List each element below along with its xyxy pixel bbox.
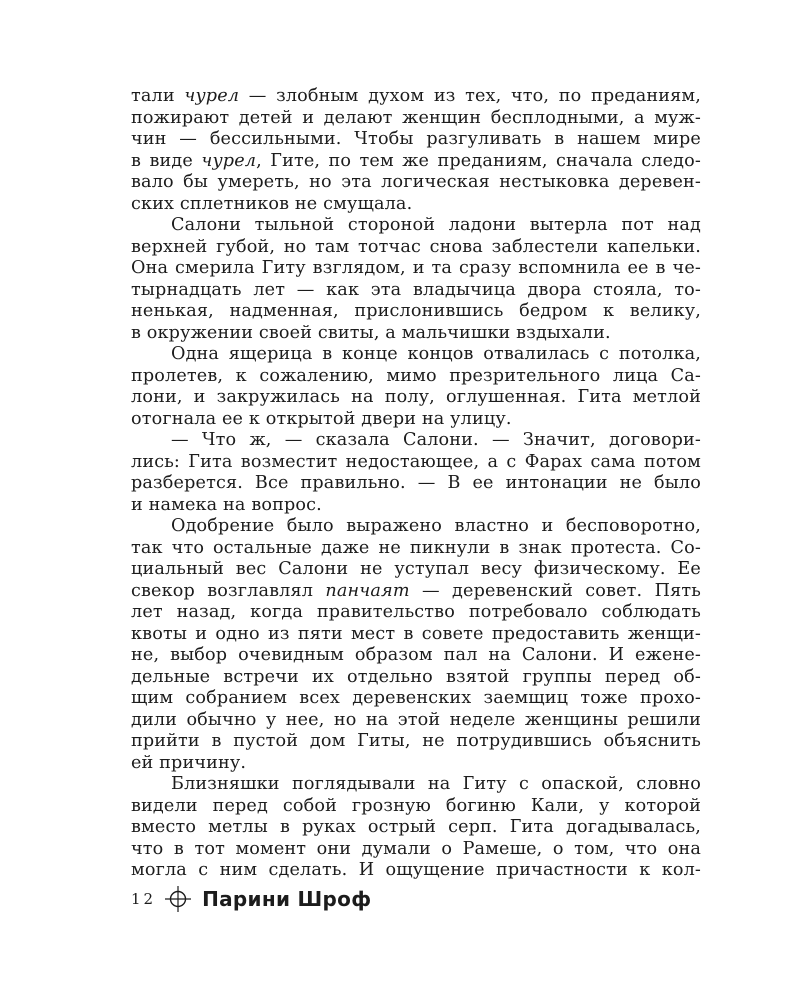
text-line: видели перед собой грозную богиню Кали, у которой [131,795,701,816]
author-name: Парини Шроф [202,887,372,911]
text-line: не, выбор очевидным образом пал на Салони. И еженe- [131,645,701,665]
text-line: лони, и закружилась на полу, оглушенная. Гита метлой [131,387,701,407]
text-line: ских сплетников не смущала. [131,193,413,214]
text-line: вало бы умереть, но эта логическая нестыковка деревен- [131,172,701,192]
text-line: Одна ящерица в конце концов отвалилась с потолка, [171,344,701,364]
text-line: тырнадцать лет — как эта владычица двора стояла, то- [131,279,701,300]
text-line: отогнала ее к открытой двери на улицу. [131,408,512,429]
page-number: 12 [131,890,157,908]
paragraph-1 [131,86,701,215]
text-line: Близняшки поглядывали на Гиту с опаской, словно [171,774,701,794]
text-line: могла с ним сделать. И ощущение причастности к кол- [131,860,701,880]
text-line: вместо метлы в руках острый серп. Гита догадывалась, [131,817,701,837]
text-line: ей причину. [131,752,247,773]
crosshair-icon [164,885,192,913]
page-footer [131,884,371,914]
text-line: — Что ж, — сказала Салони. — Значит, договори- [171,430,701,450]
text-line: что в тот момент они думали о Рамеше, о том, что она [131,838,701,859]
text-line: и намека на вопрос. [131,494,322,515]
paragraph-5 [131,516,701,774]
text-line: свекор возглавлял панчаят — деревенский совет. Пять [131,580,701,601]
text-line: лись: Гита возместит недостающее, а с Фарах сама потом [131,451,701,472]
text-line: Салони тыльной стороной ладони вытерла пот над [171,215,701,235]
text-line: квоты и одно из пяти мест в совете предоставить женщи- [131,623,701,644]
text-line: циальный вес Салони не уступал весу физическому. Ее [131,559,701,579]
text-line: пролетев, к сожалению, мимо презрительного лица Са- [131,365,701,386]
paragraph-3 [131,344,701,430]
text-line: пожирают детей и делают женщин бесплодными, а муж- [131,107,701,128]
text-line: верхней губой, но там тотчас снова заблестели капельки. [131,236,701,257]
text-line: дили обычно у нее, но на этой неделе женщины решили [131,709,701,730]
text-line: так что остальные даже не пикнули в знак протеста. Со- [131,537,701,558]
text-line: в виде чурел, Гите, по тем же преданиям, сначала следо- [131,150,701,171]
paragraph-4 [131,430,701,516]
text-line: в окружении своей свиты, а мальчишки вздыхали. [131,322,611,343]
paragraph-2 [131,215,701,344]
paragraph-6 [131,774,701,882]
page-body [131,86,701,882]
text-line: Она смерила Гиту взглядом, и та сразу вспомнила ее в че- [131,258,701,278]
text-line: чин — бессильными. Чтобы разгуливать в нашем мире [131,129,701,149]
text-line: Одобрение было выражено властно и бесповоротно, [171,516,701,536]
text-line: тали чурел — злобным духом из тех, что, по преданиям, [131,86,701,106]
text-line: лет назад, когда правительство потребовало соблюдать [131,602,701,622]
text-line: щим собранием всех деревенских заемщиц тоже прохо- [131,688,701,708]
text-line: разберется. Все правильно. — В ее интонации не было [131,473,701,493]
text-line: дельные встречи их отдельно взятой группы перед об- [131,666,701,687]
text-line: ненькая, надменная, прислонившись бедром к велику, [131,301,701,321]
text-line: прийти в пустой дом Гиты, не потрудившись объяснить [131,731,701,751]
